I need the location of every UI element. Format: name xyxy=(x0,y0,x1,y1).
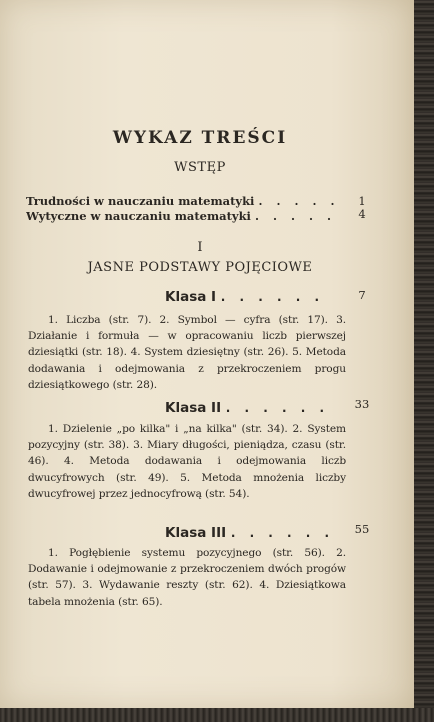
class-page-number: 55 xyxy=(354,522,370,536)
class-description: 1. Liczba (str. 7). 2. Symbol — cyfra (str. 17). 3. Działanie i formuła — w opracowaniu liczb pierwszej dziesiątki (str. 18). 4. System dziesiętny (str. 26). 5. Metoda dodawania i odejmowania z przekroczeniem progu dziesiątkowego (str. 28). xyxy=(28,314,346,391)
toc-entry-page: 1 xyxy=(358,194,366,208)
toc-entry-page: 4 xyxy=(358,207,366,221)
leader-dots: . . . . . xyxy=(254,209,336,223)
class-heading-label: Klasa III xyxy=(165,525,227,541)
class-description: 1. Dzielenie „po kilka" i „na kilka" (str. 34). 2. System pozycyjny (str. 38). 3. Miary długości, pieniądza, czasu (str. 46). 4. Metoda dodawania i odejmowania liczb dwucyfrowych (str. 49). 5. Metoda mnożenia liczby dwucyfrowej przez jednocyfrową (str. 54). xyxy=(28,423,346,500)
leader-dots: . . . . . . xyxy=(220,290,325,304)
class-heading-label: Klasa I xyxy=(165,289,217,305)
class-heading xyxy=(165,400,329,416)
part-title: JASNE PODSTAWY POJĘCIOWE xyxy=(87,260,313,275)
toc-title: WYKAZ TREŚCI xyxy=(112,128,288,148)
class-page-number: 33 xyxy=(354,397,370,411)
toc-entry xyxy=(26,209,366,223)
toc-entry-label: Trudności w nauczaniu matematyki xyxy=(26,194,255,208)
class-heading xyxy=(165,525,334,541)
part-numeral: I xyxy=(197,240,203,255)
toc-entry-label: Wytyczne w nauczaniu matematyki xyxy=(26,209,251,223)
leader-dots: . . . . . . xyxy=(225,401,330,415)
toc-entry xyxy=(26,194,366,208)
class-heading-label: Klasa II xyxy=(165,400,222,416)
leader-dots: . . . . . xyxy=(258,194,340,208)
intro-heading: WSTĘP xyxy=(174,160,226,175)
class-page-number: 7 xyxy=(358,288,366,302)
book-bottom-edge xyxy=(0,708,434,722)
class-description: 1. Pogłębienie systemu pozycyjnego (str. 56). 2. Dodawanie i odejmowanie z przekroczeniem dwóch progów (str. 57). 3. Wydawanie reszty (str. 62). 4. Dziesiątkowa tabela mnożenia (str. 65). xyxy=(28,547,346,608)
class-heading xyxy=(165,289,324,305)
leader-dots: . . . . . . xyxy=(230,526,335,540)
